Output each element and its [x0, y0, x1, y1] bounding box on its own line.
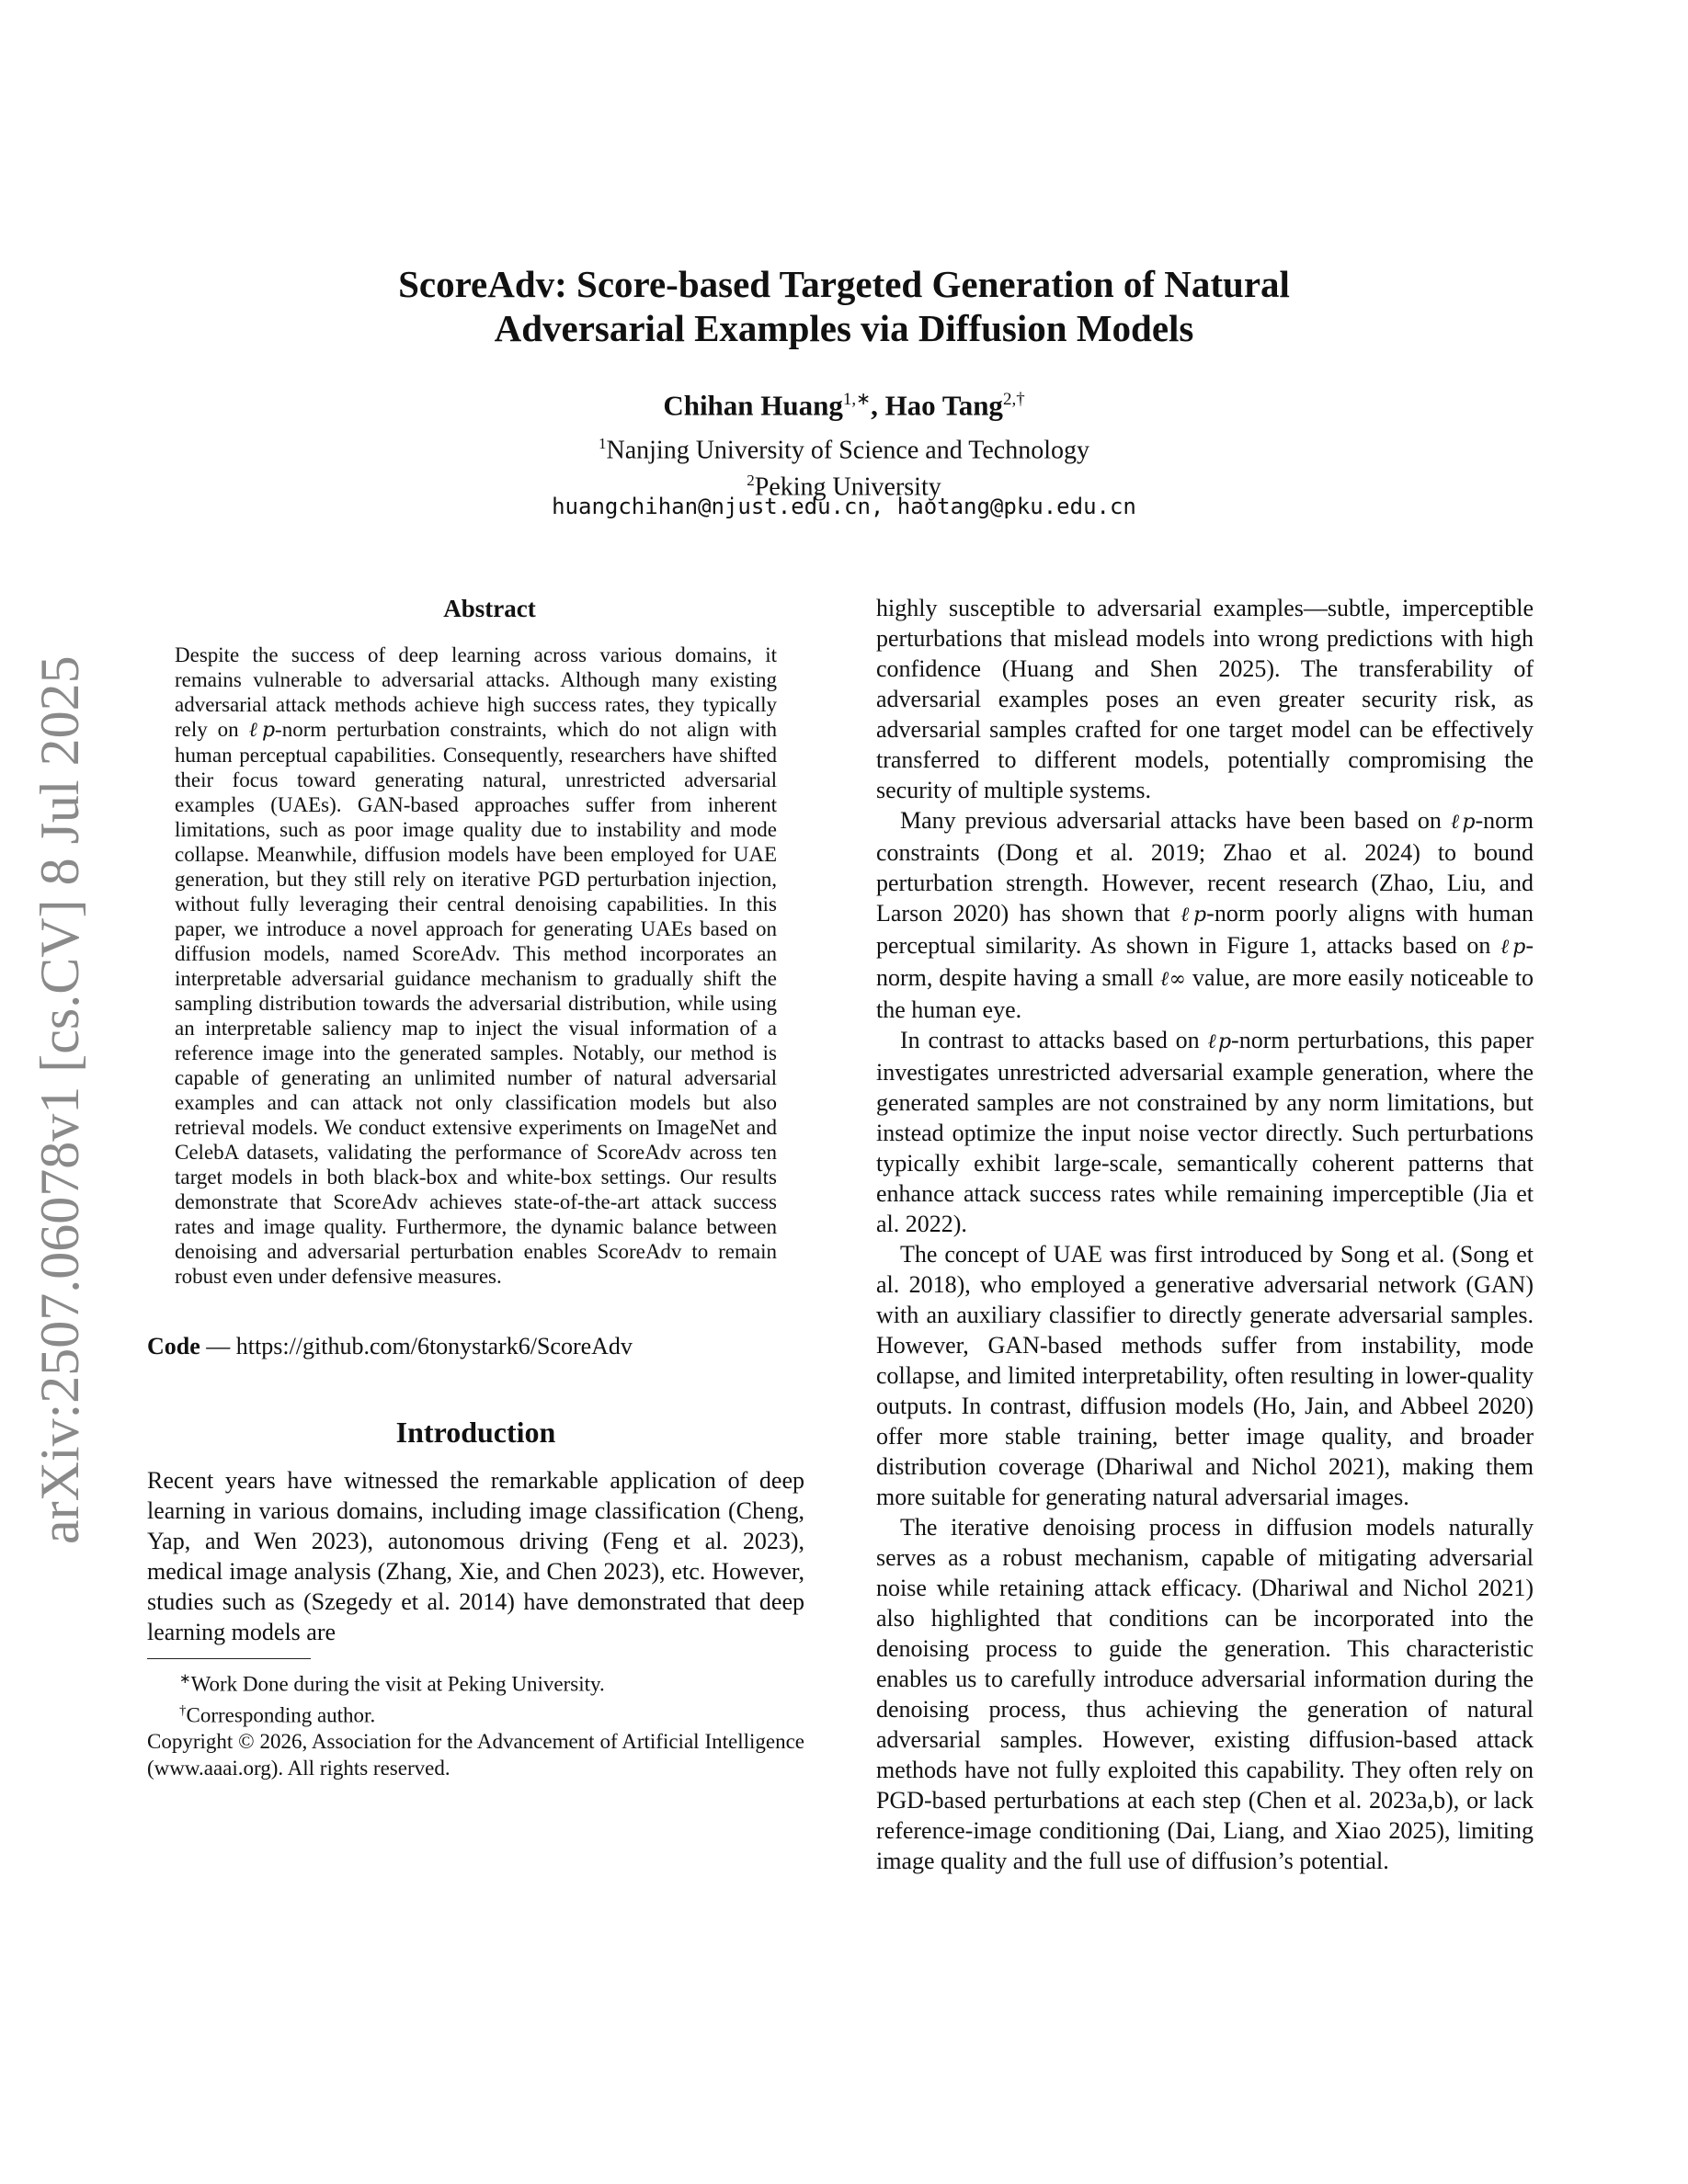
footnote-mark: †: [179, 1702, 187, 1718]
footnote-mark: ∗: [179, 1672, 191, 1687]
affiliation-mark: 1: [598, 435, 607, 452]
body-paragraph: [876, 1025, 1534, 1239]
arxiv-identifier: arXiv:2507.06078v1 [cs.CV] 8 Jul 2025: [29, 655, 90, 1544]
footnote: [147, 1666, 804, 1698]
abstract-part: Despite the success of deep learning across various domains, it remains vulnerable to adversarial attacks. Although many existing adversarial attack methods achieve high success rates, they typically rely on: [175, 643, 777, 741]
introduction-heading: Introduction: [395, 1416, 556, 1449]
code-link-line: [147, 1333, 804, 1360]
math-lp: ℓp: [248, 719, 276, 742]
text-run: In contrast to attacks based on: [900, 1027, 1208, 1053]
affiliations: [0, 428, 1688, 503]
affiliation-name: Peking University: [754, 472, 941, 502]
author-affiliation-mark: 2,†: [1002, 390, 1025, 409]
author-affiliation-mark: 1,∗: [842, 390, 872, 409]
footnote: [147, 1698, 804, 1729]
math-lp: ℓp: [1180, 904, 1207, 927]
text-run: -norm poorly aligns with human perceptual similarity. As shown in Figure 1, attacks based on: [876, 900, 1534, 959]
footnote-text: Work Done during the visit at Peking University.: [190, 1672, 605, 1696]
left-column: [147, 593, 804, 1781]
code-url[interactable]: — https://github.com/6tonystark6/ScoreAdv: [200, 1333, 633, 1359]
math-lp: ℓp: [1207, 1030, 1232, 1053]
author-name: Chihan Huang: [663, 389, 843, 422]
author-emails: huangchihan@njust.edu.cn, haotang@pku.edu.cn: [552, 494, 1136, 519]
affiliation-mark: 2: [747, 472, 755, 490]
math-lp: ℓp: [1500, 936, 1526, 959]
math-linf: ℓ∞: [1159, 968, 1186, 991]
text-run: -norm constraints (Dong et al. 2019; Zhao et al. 2024) to bound perturbation strength. However, recent research (Zhao, Liu, and Larson 2020) has shown that: [876, 807, 1534, 927]
author-list: [0, 381, 1688, 424]
author-name: Hao Tang: [884, 389, 1003, 422]
author-separator: ,: [871, 389, 885, 422]
body-paragraph: [876, 805, 1534, 1025]
abstract-text: [175, 643, 777, 1289]
footnote-text: Corresponding author.: [186, 1703, 376, 1727]
body-paragraph: The iterative denoising process in diffusion models naturally serves as a robust mechanism, capable of mitigating adversarial noise while retaining attack efficacy. (Dhariwal and Nichol 2021) also highlighted that conditions can be incorporated into the denoising process to guide the generation. This characteristic enables us to carefully introduce adversarial information during the denoising process, thus achieving the generation of natural adversarial samples. However, existing diffusion-based attack methods have not fully exploited this capability. They often rely on PGD-based perturbations at each step (Chen et al. 2023a,b), or lack reference-image conditioning (Dai, Liang, and Xiao 2025), limiting image quality and the full use of diffusion’s potential.: [876, 1514, 1534, 1874]
copyright-notice: Copyright © 2026, Association for the Advancement of Artificial Intelligence (www.aaai.org). All rights reserved.: [147, 1730, 804, 1780]
title-line-2: Adversarial Examples via Diffusion Models: [494, 307, 1194, 349]
affiliation-name: Nanjing University of Science and Technology: [606, 436, 1089, 465]
abstract-part: -norm perturbation constraints, which do not align with human perceptual capabilities. Consequently, researchers have shifted their focus toward generating natural, unrestricted adversarial examples (UAEs). GAN-based approaches suffer from inherent limitations, such as poor image quality due to instability and mode collapse. Meanwhile, diffusion models have been employed for UAE generation, but they still rely on iterative PGD perturbation injection, without fully leveraging their central denoising capabilities. In this paper, we introduce a novel approach for generating UAEs based on diffusion models, named ScoreAdv. This method incorporates an interpretable adversarial guidance mechanism to gradually shift the sampling distribution towards the adversarial distribution, while using an interpretable saliency map to inject the visual information of a reference image into the generated samples. Notably, our method is capable of generating an unlimited number of natural adversarial examples and can attack not only classification models but also retrieval models. We conduct extensive experiments on ImageNet and CelebA datasets, validating the performance of ScoreAdv across ten target models in both black-box and white-box settings. Our results demonstrate that ScoreAdv achieves state-of-the-art attack success rates and image quality. Furthermore, the dynamic balance between denoising and adversarial perturbation enables ScoreAdv to remain robust even under defensive measures.: [175, 718, 777, 1288]
paper-title: [0, 262, 1688, 350]
text-run: -norm perturbations, this paper investigates unrestricted adversarial example generation, where the generated samples are not constrained by any norm limitations, but instead optimize the input noise vector directly. Such perturbations typically exhibit large-scale, semantically coherent patterns that enhance attack success rates while remaining imperceptible (Jia et al. 2022).: [876, 1027, 1534, 1237]
code-label: Code: [147, 1333, 200, 1359]
body-paragraph: highly susceptible to adversarial examples—subtle, imperceptible perturbations that mislead models into wrong predictions with high confidence (Huang and Shen 2025). The transferability of adversarial examples poses an even greater security risk, as adversarial samples crafted for one target model can be effectively transferred to different models, potentially compromising the security of multiple systems.: [876, 595, 1534, 803]
text-run: -norm, despite having a small: [876, 932, 1534, 991]
body-paragraph: The concept of UAE was first introduced by Song et al. (Song et al. 2018), who employed a generative adversarial network (GAN) with an auxiliary classifier to directly generate adversarial samples. However, GAN-based methods suffer from instability, mode collapse, and limited interpretability, often resulting in lower-quality outputs. In contrast, diffusion models (Ho, Jain, and Abbeel 2020) offer more stable training, better image quality, and broader distribution coverage (Dhariwal and Nichol 2021), making them more suitable for generating natural adversarial images.: [876, 1241, 1534, 1510]
footnote-divider: [147, 1658, 311, 1659]
math-lp: ℓp: [1450, 811, 1476, 834]
abstract-heading: Abstract: [443, 595, 536, 622]
intro-paragraph: Recent years have witnessed the remarkable application of deep learning in various domains, including image classification (Cheng, Yap, and Wen 2023), autonomous driving (Feng et al. 2023), medical image analysis (Zhang, Xie, and Chen 2023), etc. However, studies such as (Szegedy et al. 2014) have demonstrated that deep learning models are: [147, 1467, 804, 1645]
affiliation-line: [0, 428, 1688, 465]
text-run: value, are more easily noticeable to the human eye.: [876, 964, 1534, 1023]
right-column: [876, 593, 1534, 1876]
title-line-1: ScoreAdv: Score-based Targeted Generation of Natural: [398, 263, 1290, 305]
text-run: Many previous adversarial attacks have been based on: [900, 807, 1451, 834]
